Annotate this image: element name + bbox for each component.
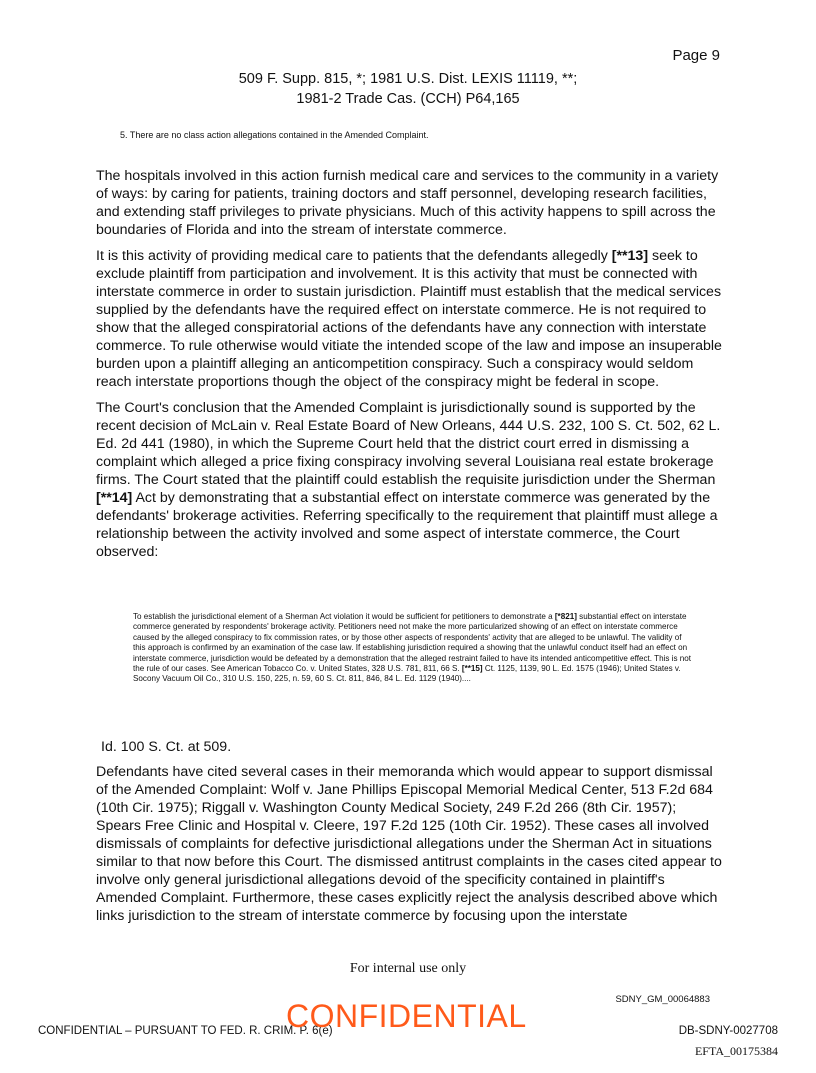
paragraph-2: It is this activity of providing medical care to patients that the defendants allegedly [**13] seek to exclude plaintiff from participation and involvement. It is this activity that must be connected with interstate commerce in order to sustain jurisdiction. Plaintiff must establish that the medical services supplied by the defendants have the required effect on interstate commerce. He is not required to show that the alleged conspiratorial actions of the defendants have any connection with interstate commerce. To rule otherwise would vitiate the intended scope of the law and impose an insuperable burden upon a plaintiff alleging an anticompetition conspiracy. Such a conspiracy would seldom reach interstate proportions though the object of the conspiracy might be federal in scope. bbox=[96, 248, 722, 390]
body-section-2 bbox=[96, 763, 724, 933]
block-quote: To establish the jurisdictional element of a Sherman Act violation it would be sufficient for petitioners to demonstrate a [*821] substantial effect on interstate commerce generated by respondents' brokerage activity. Petitioners need not make the more particularized showing of an effect on interstate commerce caused by the alleged conspiracy to fix commission rates, or by those other aspects of respondents' activity that are alleged to be unlawful. The validity of this approach is confirmed by an examination of the case law. If establishing jurisdiction required a showing that the unlawful conduct itself had an effect on interstate commerce, jurisdiction would be defeated by a demonstration that the alleged restraint failed to have its intended anticompetitive effect. This is not the rule of our cases. See American Tobacco Co. v. United States, 328 U.S. 781, 811, 66 S. [**15] Ct. 1125, 1139, 90 L. Ed. 1575 (1946); United States v. Socony Vacuum Oil Co., 310 U.S. 150, 225, n. 59, 60 S. Ct. 811, 846, 84 L. Ed. 1129 (1940).... bbox=[133, 612, 692, 684]
citation-line-2: 1981-2 Trade Cas. (CCH) P64,165 bbox=[296, 91, 520, 107]
confidential-stamp: CONFIDENTIAL bbox=[286, 998, 527, 1034]
citation-line-1: 509 F. Supp. 815, *; 1981 U.S. Dist. LEXIS 11119, **; bbox=[238, 71, 578, 87]
paragraph-1: The hospitals involved in this action furnish medical care and services to the community in a variety of ways: by caring for patients, training doctors and staff personnel, developing research facilities, and extending staff privileges to private physicians. Much of this activity happens to spill across the boundaries of Florida and into the stream of interstate commerce. bbox=[96, 168, 719, 238]
paragraph-3: The Court's conclusion that the Amended Complaint is jurisdictionally sound is supported by the recent decision of McLain v. Real Estate Board of New Orleans, 444 U.S. 232, 100 S. Ct. 502, 62 L. Ed. 2d 441 (1980), in which the Supreme Court held that the district court erred in dismissing a complaint which alleged a price fixing conspiracy involving several Louisiana real estate brokerage firms. The Court stated that the plaintiff could establish the requisite jurisdiction under the Sherman [**14] Act by demonstrating that a substantial effect on interstate commerce was generated by the defendants' brokerage activities. Referring specifically to the requirement that plaintiff must allege a relationship between the activity involved and some aspect of interstate commerce, the Court observed: bbox=[96, 400, 721, 560]
page-marker: [**13] bbox=[611, 248, 649, 264]
case-citation bbox=[0, 69, 816, 109]
paragraph-5: Defendants have cited several cases in their memoranda which would appear to support dismissal of the Amended Complaint: Wolf v. Jane Phillips Episcopal Memorial Medical Center, 513 F.2d 684 (10th Cir. 1975); Riggall v. Washington County Medical Society, 249 F.2d 266 (8th Cir. 1957); Spears Free Clinic and Hospital v. Cleere, 197 F.2d 125 (10th Cir. 1952). These cases all involved dismissals of complaints for defective jurisdictional allegations under the Sherman Act in situations similar to that now before this Court. The dismissed antitrust complaints in the cases cited appear to involve only general jurisdictional allegations devoid of the specificity contained in plaintiff's Amended Complaint. Furthermore, these cases explicitly reject the analysis described above which links jurisdiction to the stream of interstate commerce by focusing upon the interstate bbox=[96, 764, 722, 924]
bates-number-top: SDNY_GM_00064883 bbox=[615, 994, 710, 1005]
confidential-notice: CONFIDENTIAL – PURSUANT TO FED. R. CRIM. P. 6(e) bbox=[38, 1025, 333, 1037]
efta-number: EFTA_00175384 bbox=[694, 1044, 778, 1058]
bates-number-bottom: DB-SDNY-0027708 bbox=[678, 1025, 778, 1037]
id-citation: Id. 100 S. Ct. at 509. bbox=[101, 739, 232, 755]
page-marker: [**15] bbox=[461, 664, 483, 674]
page-marker: [*821] bbox=[554, 612, 577, 621]
footnote: 5. There are no class action allegations contained in the Amended Complaint. bbox=[120, 130, 429, 140]
page-marker: [**14] bbox=[96, 490, 133, 506]
body-section bbox=[96, 167, 724, 569]
internal-use-notice: For internal use only bbox=[349, 961, 467, 976]
page-number: Page 9 bbox=[672, 47, 720, 64]
